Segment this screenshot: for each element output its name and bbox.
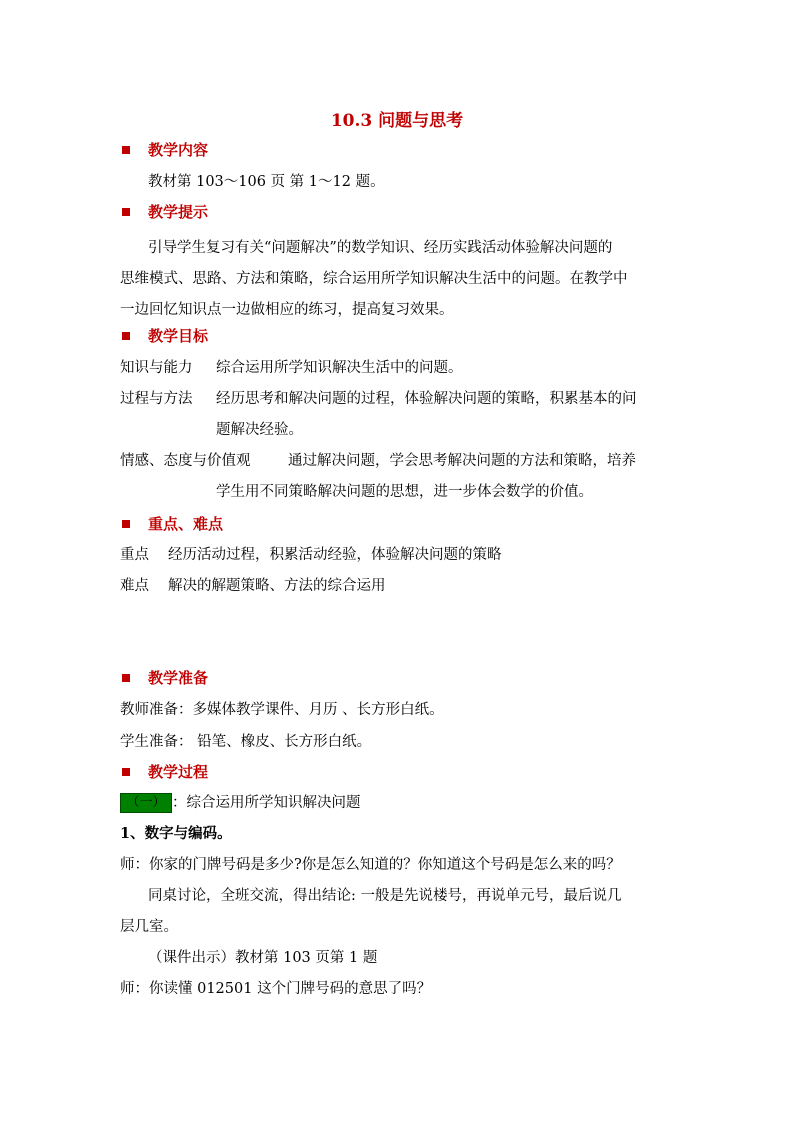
process-line-4: （课件出示）教材第 103 页第 1 题 <box>148 950 378 966</box>
goal-label-process: 过程与方法 <box>120 391 193 407</box>
key-text: 经历活动过程，积累活动经验，体验解决问题的策略 <box>168 547 502 563</box>
content-text: 教材第 103～106 页 第 1～12 题。 <box>148 174 385 190</box>
student-preparation: 学生准备： 铅笔、橡皮、长方形白纸。 <box>120 734 372 750</box>
goal-label-knowledge: 知识与能力 <box>120 360 193 376</box>
section-bullet <box>122 768 130 776</box>
process-line-5: 师：你读懂 012501 这个门牌号码的意思了吗？ <box>120 981 432 997</box>
process-line-2: 同桌讨论，全班交流，得出结论: 一般是先说楼号，再说单元号，最后说几 <box>148 888 622 904</box>
part-tag: （一） <box>120 793 172 813</box>
key-label: 重点 <box>120 547 149 563</box>
part-text: ：综合运用所学知识解决问题 <box>172 795 361 811</box>
process-subheading: 1、数字与编码。 <box>120 825 232 842</box>
section-bullet <box>122 208 130 216</box>
heading-goals: 教学目标 <box>148 327 209 345</box>
section-bullet <box>122 332 130 340</box>
difficulty-label: 难点 <box>120 578 149 594</box>
heading-preparation: 教学准备 <box>148 669 209 687</box>
heading-hint: 教学提示 <box>148 203 209 221</box>
process-line-3: 层几室。 <box>120 919 178 935</box>
hint-line-2: 思维模式、思路、方法和策略，综合运用所学知识解决生活中的问题。在教学中 <box>120 271 628 287</box>
goal-text-process-2: 题解决经验。 <box>216 422 303 438</box>
hint-line-1: 引导学生复习有关“问题解决”的数学知识、经历实践活动体验解决问题的 <box>148 240 613 256</box>
section-bullet <box>122 674 130 682</box>
teacher-preparation: 教师准备：多媒体教学课件、月历 、长方形白纸。 <box>120 702 444 718</box>
goal-label-emotion: 情感、态度与价值观 <box>120 453 251 469</box>
heading-key-points: 重点、难点 <box>148 515 224 533</box>
difficulty-text: 解决的解题策略、方法的综合运用 <box>168 578 386 594</box>
process-line-1: 师：你家的门牌号码是多少?你是怎么知道的？你知道这个号码是怎么来的吗？ <box>120 857 621 873</box>
section-bullet <box>122 146 130 154</box>
page-title: 10.3 问题与思考 <box>330 111 464 131</box>
heading-content: 教学内容 <box>148 141 209 159</box>
section-bullet <box>122 520 130 528</box>
goal-text-emotion-2: 学生用不同策略解决问题的思想，进一步体会数学的价值。 <box>216 484 593 500</box>
goal-text-process-1: 经历思考和解决问题的过程，体验解决问题的策略，积累基本的问 <box>216 391 637 407</box>
goal-text-emotion-1: 通过解决问题，学会思考解决问题的方法和策略，培养 <box>288 453 636 469</box>
goal-text-knowledge: 综合运用所学知识解决生活中的问题。 <box>216 360 463 376</box>
hint-line-3: 一边回忆知识点一边做相应的练习，提高复习效果。 <box>120 302 454 318</box>
heading-process: 教学过程 <box>148 763 209 781</box>
